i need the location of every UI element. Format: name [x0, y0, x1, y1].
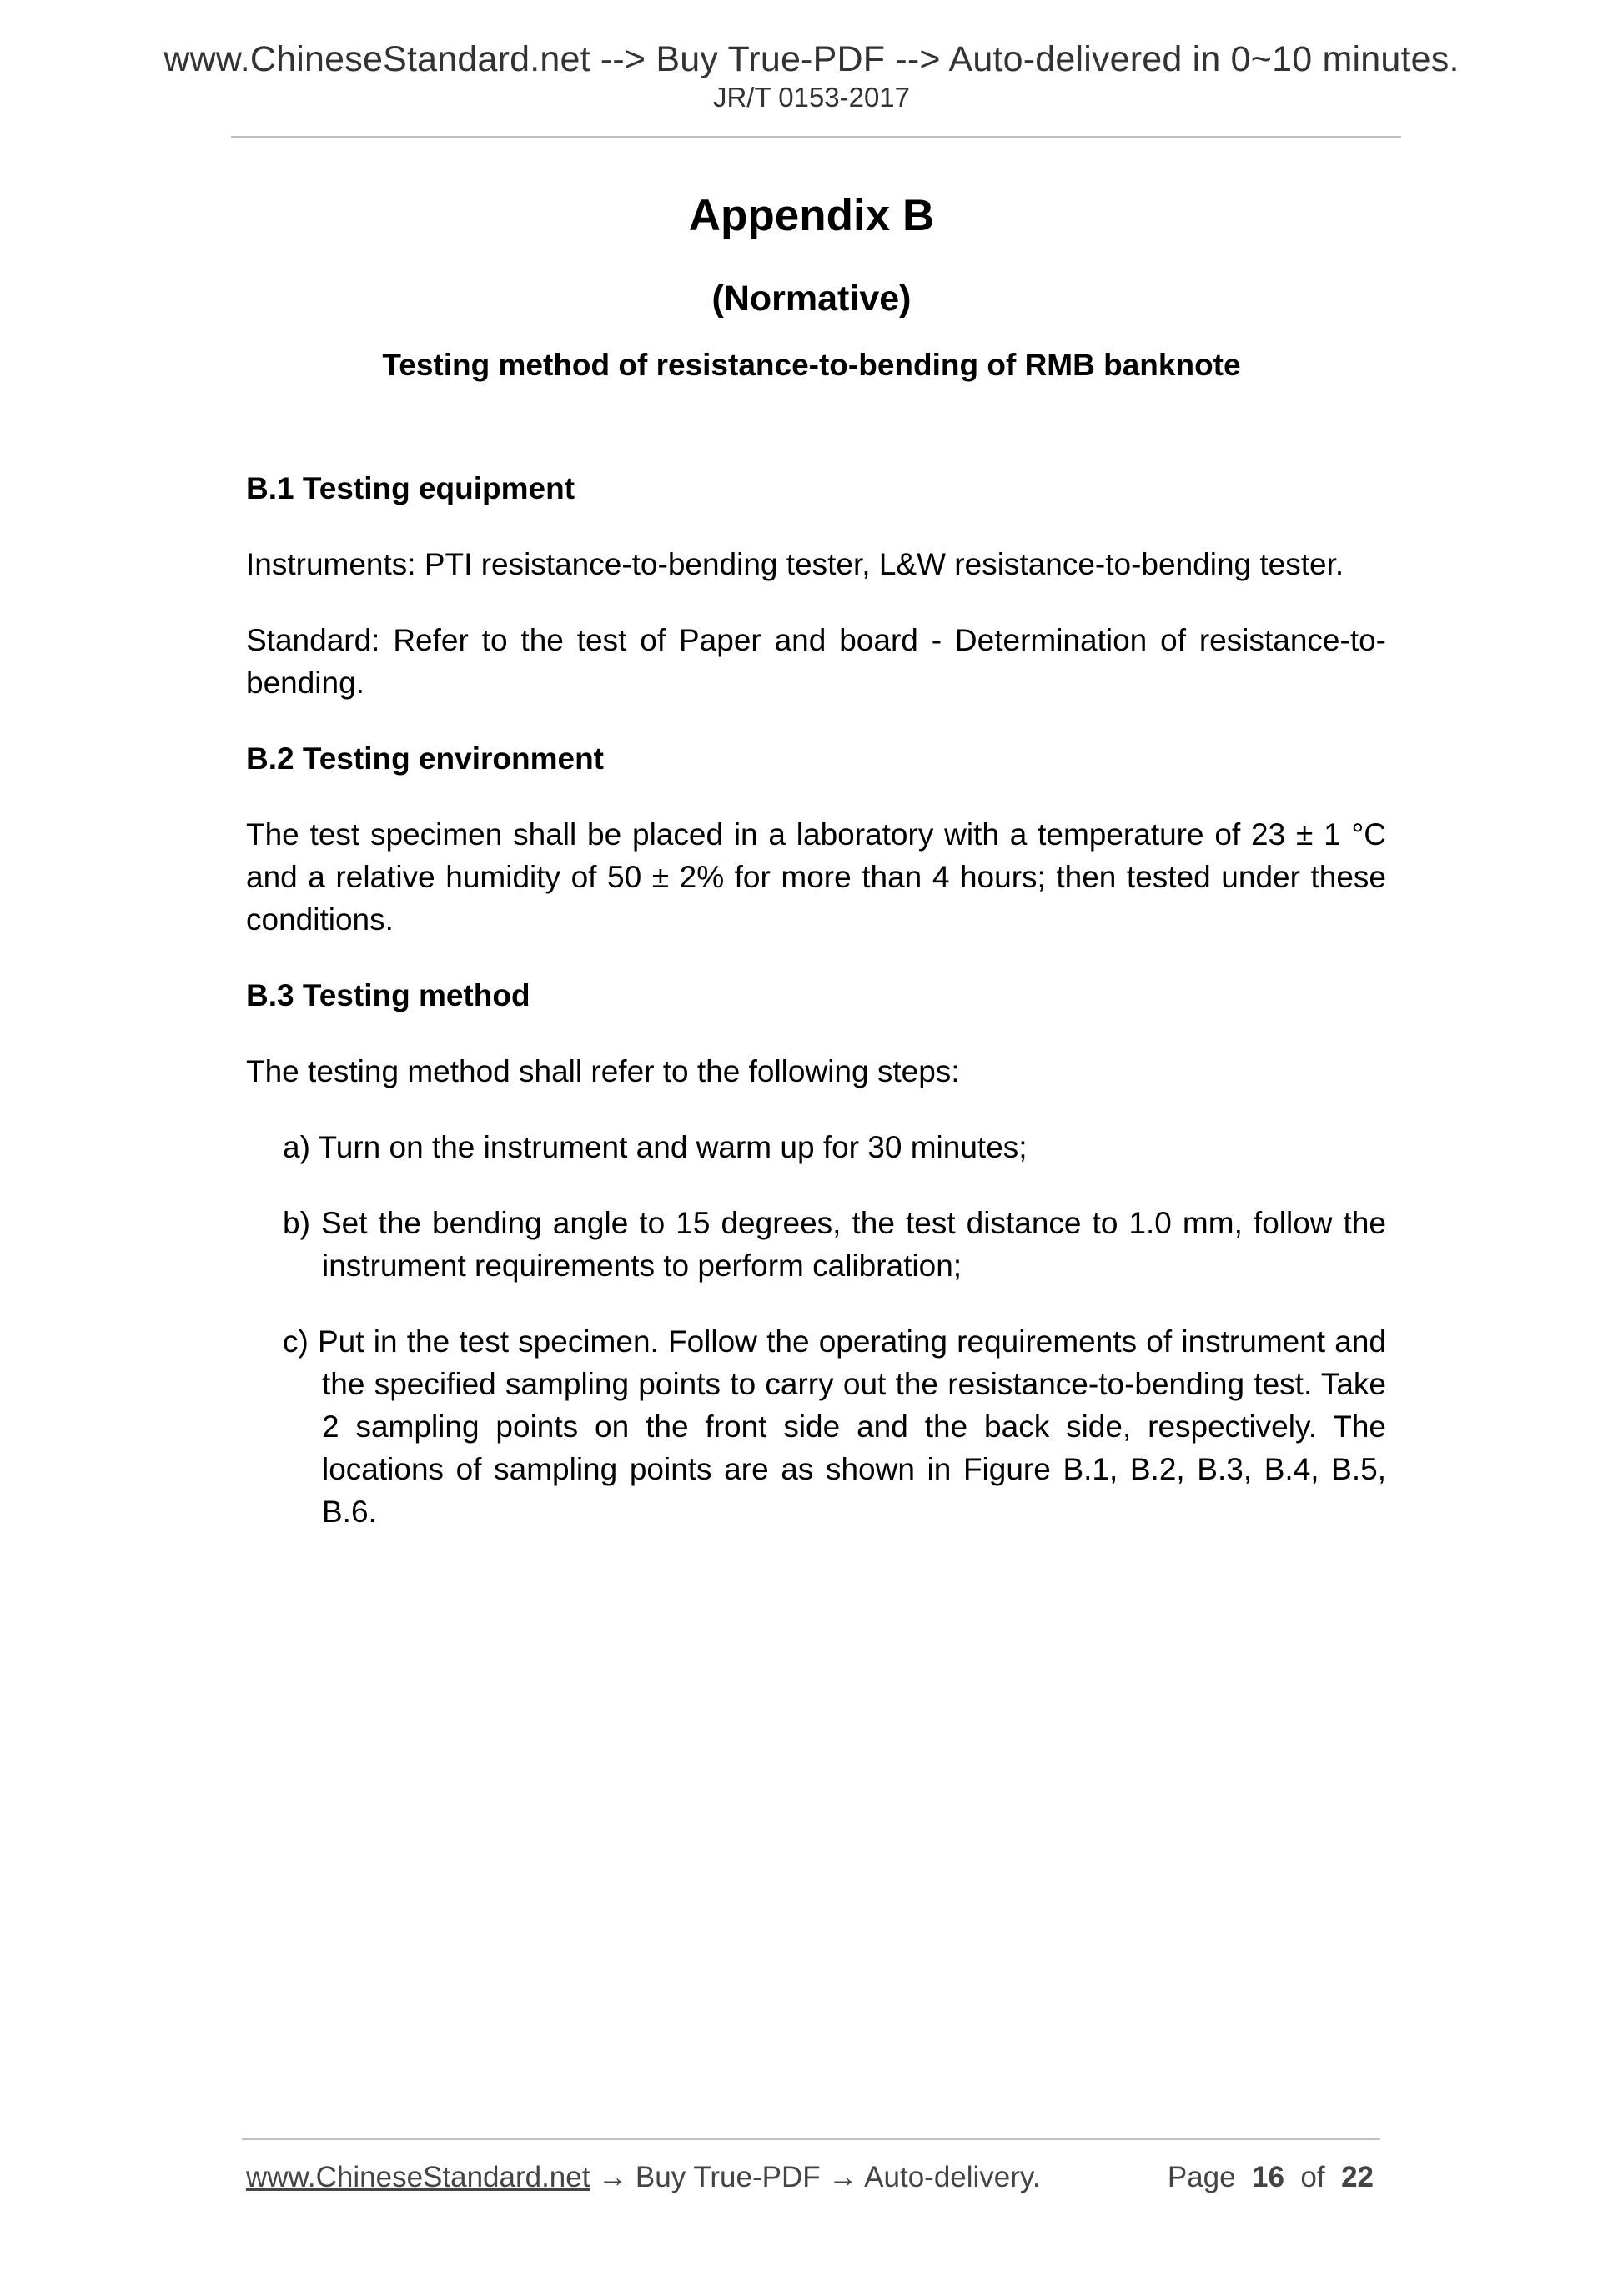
footer-divider	[242, 2138, 1380, 2140]
paragraph-environment: The test specimen shall be placed in a laboratory with a temperature of 23 ± 1 °C and a relative humidity of 50 ± 2% for more than 4 hours; then tested under these conditions.	[246, 817, 1386, 937]
footer-site-link[interactable]: www.ChineseStandard.net	[246, 2161, 590, 2193]
step-item-a: a) Turn on the instrument and warm up for 30 minutes;	[283, 1130, 1028, 1164]
appendix-title: Appendix B	[688, 191, 935, 240]
paragraph-instruments: Instruments: PTI resistance-to-bending tester, L&W resistance-to-bending tester.	[246, 547, 1344, 581]
section-heading-b1: B.1 Testing equipment	[246, 471, 575, 505]
appendix-subtitle: Testing method of resistance-to-bending of RMB banknote	[382, 348, 1241, 382]
section-heading-b2: B.2 Testing environment	[246, 741, 604, 776]
footer-promo-text: → Buy True-PDF → Auto-delivery.	[590, 2161, 1041, 2193]
normative-label: (Normative)	[711, 279, 912, 319]
total-page-count: 22	[1341, 2161, 1374, 2193]
paragraph-method-intro: The testing method shall refer to the following steps:	[246, 1054, 960, 1088]
header-divider	[231, 136, 1401, 138]
document-number: JR/T 0153-2017	[712, 82, 911, 113]
current-page-number: 16	[1252, 2161, 1284, 2193]
step-item-c: c) Put in the test specimen. Follow the operating requirements of instrument and the specified sampling points to carry out the resistance-to-bending test. Take 2 sampling points on the front side and the back side, respectively. The locations of sampling points are as shown in Figure B.1, B.2, B.3, B.4, B.5, B.6.	[283, 1324, 1386, 1529]
page-label: Page	[1167, 2161, 1236, 2193]
footer-promo	[246, 2160, 1041, 2195]
page-indicator	[1168, 2160, 1374, 2195]
section-heading-b3: B.3 Testing method	[246, 978, 530, 1012]
of-label: of	[1300, 2161, 1325, 2193]
paragraph-standard: Standard: Refer to the test of Paper and board - Determination of resistance-to-bending.	[246, 623, 1386, 700]
document-body	[246, 467, 1386, 1566]
site-banner: www.ChineseStandard.net --> Buy True-PDF --> Auto-delivered in 0~10 minutes.	[163, 39, 1460, 79]
step-item-b: b) Set the bending angle to 15 degrees, the test distance to 1.0 mm, follow the instrument requirements to perform calibration;	[283, 1206, 1386, 1283]
